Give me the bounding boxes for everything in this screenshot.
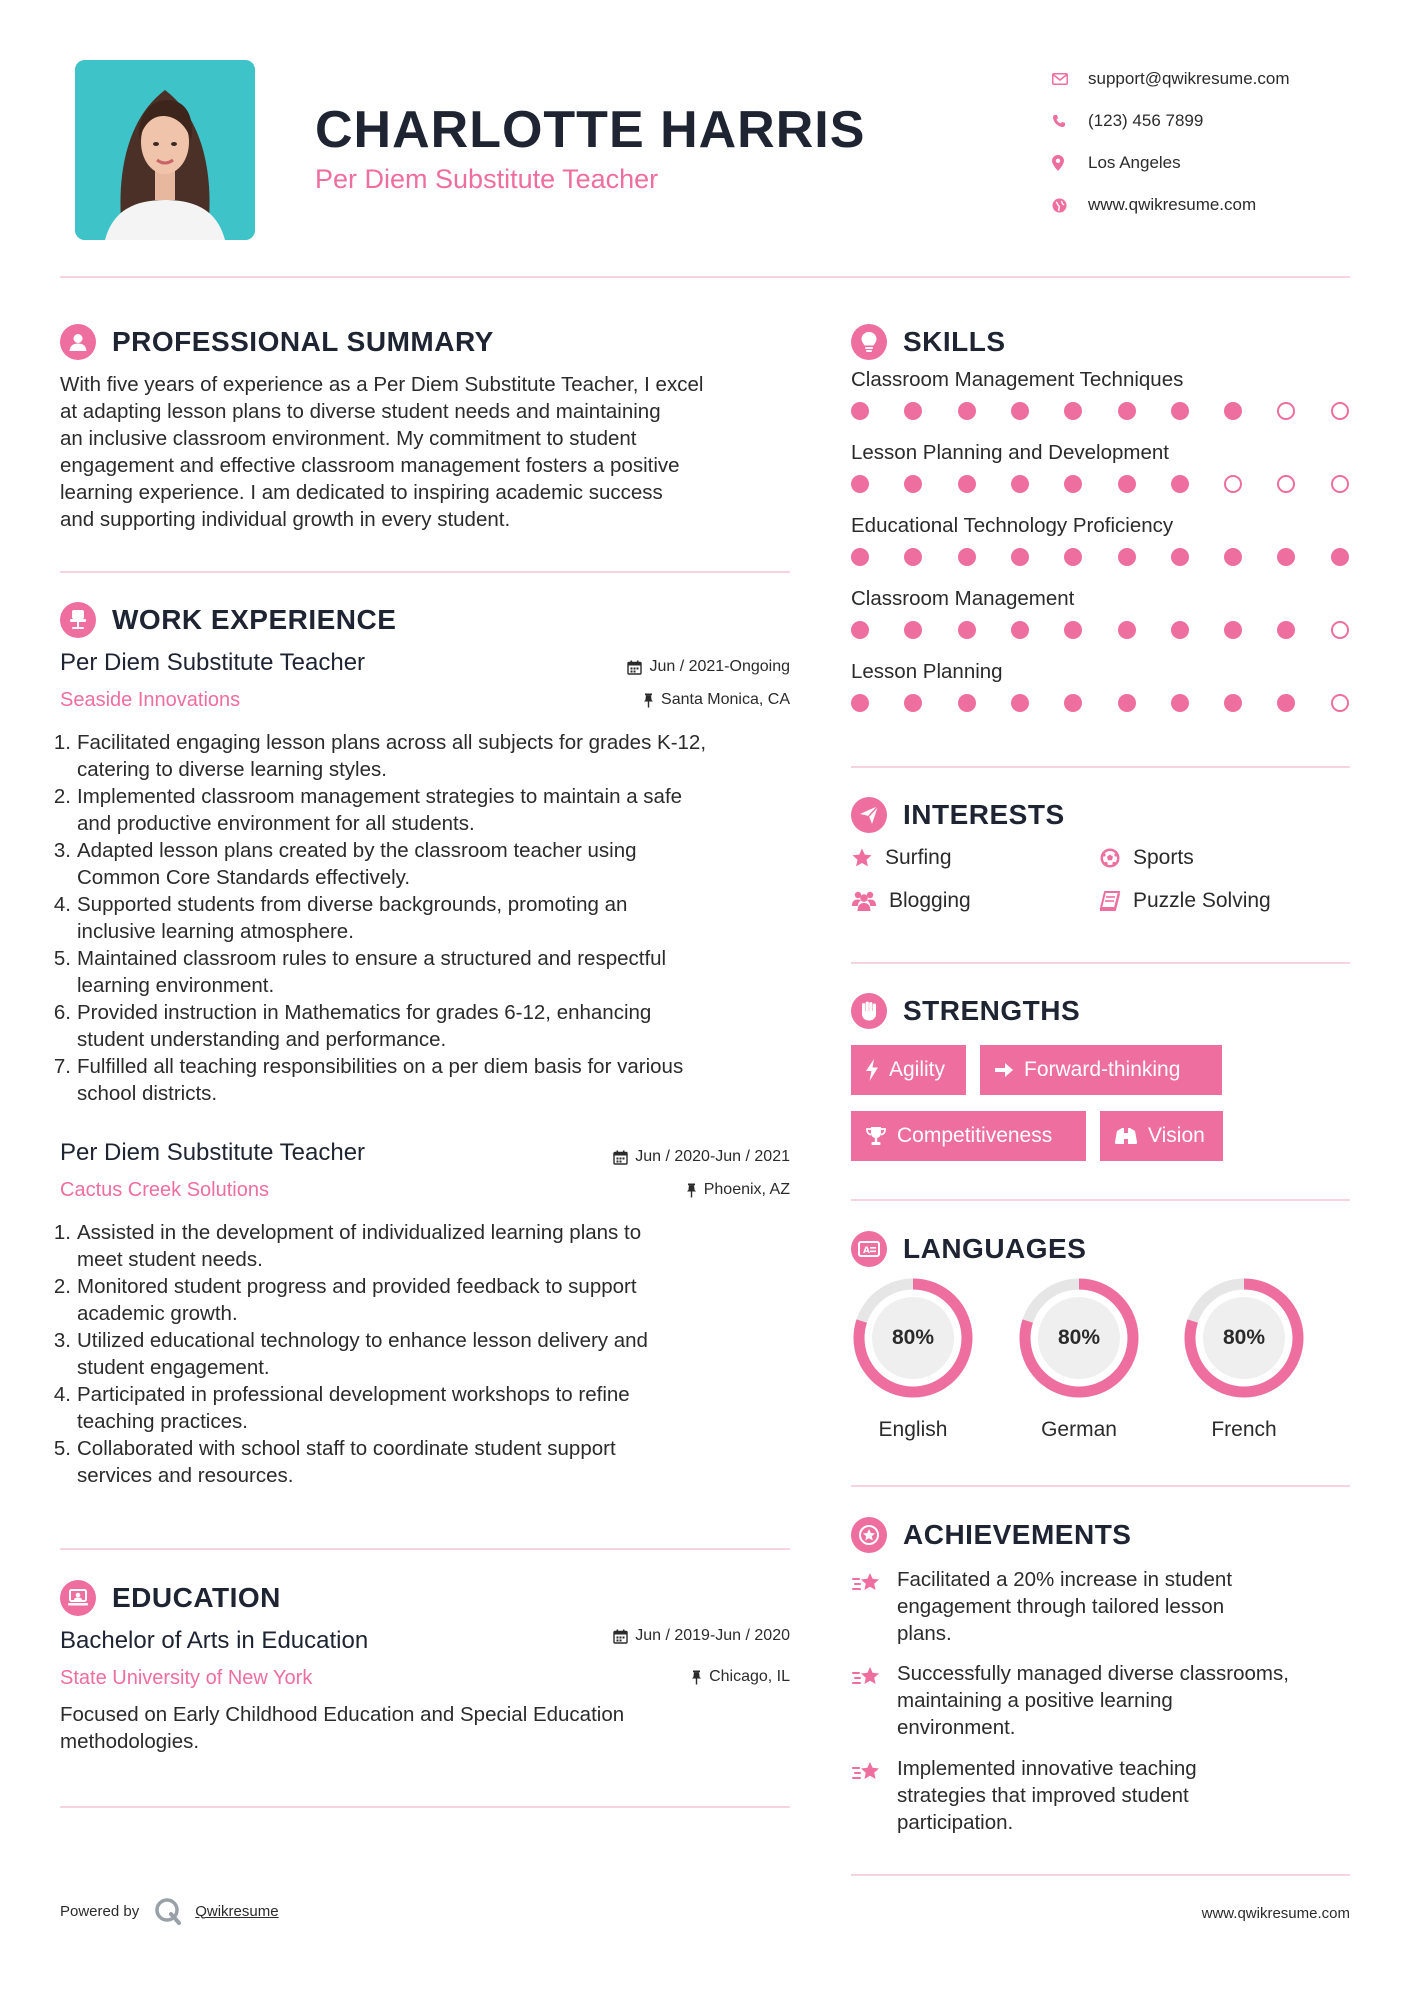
job-dates-text: Jun / 2021-Ongoing <box>649 658 790 675</box>
skill-item <box>851 441 1351 495</box>
experience-heading <box>60 602 396 638</box>
education-line: Focused on Early Childhood Education and Special Education <box>60 1703 625 1726</box>
star-icon <box>851 847 873 869</box>
svg-text:A: A <box>863 1246 870 1256</box>
list-item: 4. Supported students from diverse backgrounds, promoting an inclusive learning atmosphere. <box>53 893 628 943</box>
education-heading <box>60 1580 281 1616</box>
rating-dot-filled <box>1118 475 1136 493</box>
list-item: 2. Implemented classroom management strategies to maintain a safe and productive environment for all students. <box>53 785 683 835</box>
skill-name: Classroom Management <box>851 587 1075 610</box>
rating-dot-filled <box>1224 548 1242 566</box>
job-dates-text: Jun / 2020-Jun / 2021 <box>635 1148 790 1165</box>
education-location <box>540 1668 790 1686</box>
pushpin-icon <box>691 1670 702 1685</box>
shooting-star-icon <box>851 1570 883 1596</box>
job-company: Seaside Innovations <box>60 689 241 711</box>
achievement-item <box>851 1660 1351 1741</box>
skills-title: SKILLS <box>903 326 1006 357</box>
rating-dot-filled <box>904 621 922 639</box>
education-location-text: Chicago, IL <box>709 1668 790 1685</box>
phone-icon <box>1052 114 1088 128</box>
list-item: 6. Provided instruction in Mathematics for grades 6-12, enhancing student understanding and performance. <box>53 1001 652 1051</box>
chair-icon <box>60 602 96 638</box>
languages-heading <box>851 1231 1086 1267</box>
strength-tag <box>1100 1111 1223 1161</box>
achievement-line: participation. <box>897 1811 1014 1834</box>
contact-list <box>1052 58 1352 226</box>
skills-divider <box>851 766 1350 768</box>
strength-label: Forward-thinking <box>1024 1058 1181 1081</box>
list-item: 7. Fulfilled all teaching responsibilities on a per diem basis for various school districts. <box>53 1055 684 1105</box>
interest-label: Blogging <box>889 889 971 912</box>
profile-photo <box>75 60 255 240</box>
skill-name: Lesson Planning <box>851 660 1003 683</box>
education-dates <box>530 1627 790 1645</box>
job-title: Per Diem Substitute Teacher <box>60 1139 366 1166</box>
rating-dot-filled <box>851 694 869 712</box>
languages-divider <box>851 1485 1350 1487</box>
rating-dot-filled <box>904 402 922 420</box>
rating-dot-filled <box>1064 548 1082 566</box>
rating-dot-filled <box>958 548 976 566</box>
interest-label: Sports <box>1133 846 1194 869</box>
rating-dot-filled <box>1011 475 1029 493</box>
soccer-ball-icon <box>1099 847 1121 869</box>
skill-item <box>851 368 1351 422</box>
strengths-divider <box>851 1199 1350 1201</box>
rating-dot-filled <box>1224 694 1242 712</box>
education-title: EDUCATION <box>112 1582 281 1613</box>
skill-rating <box>851 692 1351 714</box>
strength-label: Vision <box>1148 1124 1205 1147</box>
footer-branding <box>60 1896 279 1926</box>
envelope-icon <box>1052 73 1088 85</box>
rating-dot-filled <box>1171 621 1189 639</box>
strength-tag <box>851 1111 1086 1161</box>
rating-dot-empty <box>1331 621 1349 639</box>
skills-heading <box>851 324 1006 360</box>
language-percent: 80% <box>1057 1326 1101 1349</box>
job-location <box>540 691 790 709</box>
rating-dot-filled <box>1064 694 1082 712</box>
user-icon <box>60 324 96 360</box>
candidate-role: Per Diem Substitute Teacher <box>315 164 659 194</box>
rating-dot-empty <box>1331 402 1349 420</box>
language-item <box>1182 1276 1306 1442</box>
rating-dot-empty <box>1277 402 1295 420</box>
fist-icon <box>851 993 887 1029</box>
rating-dot-filled <box>1011 621 1029 639</box>
languages-title: LANGUAGES <box>903 1233 1087 1264</box>
rating-dot-filled <box>1224 621 1242 639</box>
rating-dot-filled <box>1171 402 1189 420</box>
contact-website-text: www.qwikresume.com <box>1088 195 1257 214</box>
rating-dot-filled <box>904 548 922 566</box>
badge-star-icon <box>851 1517 887 1553</box>
experience-divider <box>60 1548 790 1550</box>
summary-heading <box>60 324 494 360</box>
experience-title: WORK EXPERIENCE <box>112 604 397 635</box>
rating-dot-filled <box>1171 475 1189 493</box>
rating-dot-filled <box>1331 548 1349 566</box>
skill-rating <box>851 400 1351 422</box>
summary-line: and supporting individual growth in every student. <box>60 508 511 531</box>
shooting-star-icon <box>851 1759 883 1785</box>
summary-line: at adapting lesson plans to diverse student needs and maintaining <box>60 400 661 423</box>
rating-dot-filled <box>1277 621 1295 639</box>
powered-by-label: Powered by <box>60 1902 140 1920</box>
skill-rating <box>851 546 1351 568</box>
job-dates <box>530 1148 790 1166</box>
interests-heading <box>851 797 1065 833</box>
language-percent: 80% <box>1222 1326 1266 1349</box>
pushpin-icon <box>643 693 654 708</box>
rating-dot-filled <box>958 694 976 712</box>
candidate-name: CHARLOTTE HARRIS <box>315 101 866 159</box>
job-responsibilities <box>53 1219 813 1489</box>
achievements-heading <box>851 1517 1131 1553</box>
contact-email[interactable] <box>1052 58 1352 100</box>
job-company: Cactus Creek Solutions <box>60 1179 269 1201</box>
contact-phone-text: (123) 456 7899 <box>1088 111 1204 130</box>
achievements-divider <box>851 1874 1350 1876</box>
job-title: Per Diem Substitute Teacher <box>60 649 366 676</box>
rating-dot-empty <box>1224 475 1242 493</box>
rating-dot-filled <box>851 402 869 420</box>
strengths-title: STRENGTHS <box>903 995 1081 1026</box>
rating-dot-filled <box>851 548 869 566</box>
degree-title: Bachelor of Arts in Education <box>60 1627 369 1654</box>
map-pin-icon <box>1052 155 1088 171</box>
rating-dot-filled <box>851 475 869 493</box>
skill-name: Classroom Management Techniques <box>851 368 1184 391</box>
rating-dot-filled <box>1118 402 1136 420</box>
language-percent: 80% <box>891 1326 935 1349</box>
interest-label: Puzzle Solving <box>1133 889 1271 912</box>
job-location-text: Phoenix, AZ <box>703 1181 790 1198</box>
interest-item <box>1099 846 1194 870</box>
list-item: 3. Utilized educational technology to enhance lesson delivery and student engagement. <box>53 1329 648 1379</box>
job-location <box>540 1181 790 1199</box>
education-description <box>60 1701 800 1755</box>
paper-plane-icon <box>851 797 887 833</box>
list-item: 1. Assisted in the development of individualized learning plans to meet student needs. <box>53 1221 642 1271</box>
achievement-line: Implemented innovative teaching <box>897 1757 1197 1780</box>
skill-rating <box>851 473 1351 495</box>
achievement-line: maintaining a positive learning <box>897 1689 1173 1712</box>
shooting-star-icon <box>851 1664 883 1690</box>
interest-item <box>851 889 971 913</box>
arrow-right-icon <box>994 1061 1014 1079</box>
job-dates <box>540 658 790 676</box>
summary-line: With five years of experience as a Per Diem Substitute Teacher, I excel <box>60 373 704 396</box>
qwikresume-link[interactable]: Qwikresume <box>195 1902 279 1920</box>
contact-phone[interactable] <box>1052 100 1352 142</box>
interests-divider <box>851 962 1350 964</box>
interest-item <box>851 846 952 870</box>
achievements-title: ACHIEVEMENTS <box>903 1519 1132 1550</box>
calendar-icon <box>627 660 642 675</box>
calendar-icon <box>613 1629 628 1644</box>
achievement-line: strategies that improved student <box>897 1784 1189 1807</box>
summary-divider <box>60 571 790 573</box>
contact-location <box>1052 142 1352 184</box>
list-item: 5. Collaborated with school staff to coordinate student support services and resources. <box>53 1437 616 1487</box>
skill-name: Educational Technology Proficiency <box>851 514 1174 537</box>
rating-dot-filled <box>1118 548 1136 566</box>
rating-dot-filled <box>1118 694 1136 712</box>
rating-dot-filled <box>1171 548 1189 566</box>
trophy-icon <box>865 1125 887 1147</box>
job-location-text: Santa Monica, CA <box>661 691 790 708</box>
summary-line: learning experience. I am dedicated to inspiring academic success <box>60 481 663 504</box>
skill-rating <box>851 619 1351 641</box>
language-icon <box>851 1231 887 1267</box>
rating-dot-filled <box>958 475 976 493</box>
rating-dot-filled <box>851 621 869 639</box>
list-item: 2. Monitored student progress and provided feedback to support academic growth. <box>53 1275 637 1325</box>
rating-dot-filled <box>1011 402 1029 420</box>
users-icon <box>851 890 877 912</box>
achievement-line: Facilitated a 20% increase in student <box>897 1568 1233 1591</box>
school-name: State University of New York <box>60 1667 313 1689</box>
contact-location-text: Los Angeles <box>1088 153 1181 172</box>
achievement-item <box>851 1755 1351 1836</box>
rating-dot-empty <box>1331 694 1349 712</box>
achievement-line: environment. <box>897 1716 1016 1739</box>
graduation-icon <box>60 1580 96 1616</box>
education-dates-text: Jun / 2019-Jun / 2020 <box>635 1627 790 1644</box>
rating-dot-filled <box>1011 694 1029 712</box>
summary-title: PROFESSIONAL SUMMARY <box>112 326 494 357</box>
achievement-line: plans. <box>897 1622 952 1645</box>
rating-dot-filled <box>958 621 976 639</box>
language-progress-ring <box>1017 1276 1141 1400</box>
strength-label: Competitiveness <box>897 1124 1053 1147</box>
language-name: English <box>878 1418 948 1441</box>
book-icon <box>1099 890 1121 912</box>
rating-dot-filled <box>904 475 922 493</box>
rating-dot-filled <box>1277 694 1295 712</box>
summary-text <box>60 371 800 533</box>
binoculars-icon <box>1114 1125 1138 1147</box>
list-item: 1. Facilitated engaging lesson plans across all subjects for grades K-12, catering to diverse learning styles. <box>53 731 707 781</box>
qwikresume-logo-icon <box>153 1896 183 1926</box>
rating-dot-filled <box>1064 402 1082 420</box>
interests-title: INTERESTS <box>903 799 1065 830</box>
skill-item <box>851 660 1351 714</box>
calendar-icon <box>613 1150 628 1165</box>
rating-dot-empty <box>1277 475 1295 493</box>
education-line: methodologies. <box>60 1730 200 1753</box>
achievement-item <box>851 1566 1351 1647</box>
interest-item <box>1099 889 1271 913</box>
interest-label: Surfing <box>885 846 952 869</box>
summary-line: an inclusive classroom environment. My commitment to student <box>60 427 637 450</box>
language-name: German <box>1041 1418 1117 1441</box>
skill-item <box>851 514 1351 568</box>
language-item <box>1017 1276 1141 1442</box>
strength-tag <box>851 1045 966 1095</box>
job-responsibilities <box>53 729 813 1107</box>
rating-dot-filled <box>1064 475 1082 493</box>
contact-email-text: support@qwikresume.com <box>1088 69 1290 88</box>
rating-dot-filled <box>1118 621 1136 639</box>
rating-dot-filled <box>958 402 976 420</box>
achievement-line: engagement through tailored lesson <box>897 1595 1225 1618</box>
summary-line: engagement and effective classroom management fosters a positive <box>60 454 680 477</box>
education-divider <box>60 1806 790 1808</box>
language-progress-ring <box>1182 1276 1306 1400</box>
language-progress-ring <box>851 1276 975 1400</box>
achievement-line: Successfully managed diverse classrooms, <box>897 1662 1289 1685</box>
skill-name: Lesson Planning and Development <box>851 441 1169 464</box>
rating-dot-filled <box>1224 402 1242 420</box>
strengths-heading <box>851 993 1080 1029</box>
list-item: 4. Participated in professional development workshops to refine teaching practices. <box>53 1383 630 1433</box>
bolt-icon <box>865 1059 879 1081</box>
language-item <box>851 1276 975 1442</box>
globe-icon <box>1052 198 1088 213</box>
pushpin-icon <box>686 1183 697 1198</box>
strength-tag <box>980 1045 1222 1095</box>
rating-dot-filled <box>904 694 922 712</box>
footer-website[interactable]: www.qwikresume.com <box>1201 1905 1350 1922</box>
contact-website[interactable] <box>1052 184 1352 226</box>
rating-dot-filled <box>1064 621 1082 639</box>
rating-dot-filled <box>1171 694 1189 712</box>
header-divider <box>60 276 1350 278</box>
list-item: 5. Maintained classroom rules to ensure a structured and respectful learning environment. <box>53 947 667 997</box>
lightbulb-icon <box>851 324 887 360</box>
list-item: 3. Adapted lesson plans created by the classroom teacher using Common Core Standards effectively. <box>53 839 637 889</box>
rating-dot-filled <box>1277 548 1295 566</box>
skill-item <box>851 587 1351 641</box>
rating-dot-empty <box>1331 475 1349 493</box>
language-name: French <box>1211 1418 1277 1441</box>
strength-label: Agility <box>889 1058 946 1081</box>
rating-dot-filled <box>1011 548 1029 566</box>
